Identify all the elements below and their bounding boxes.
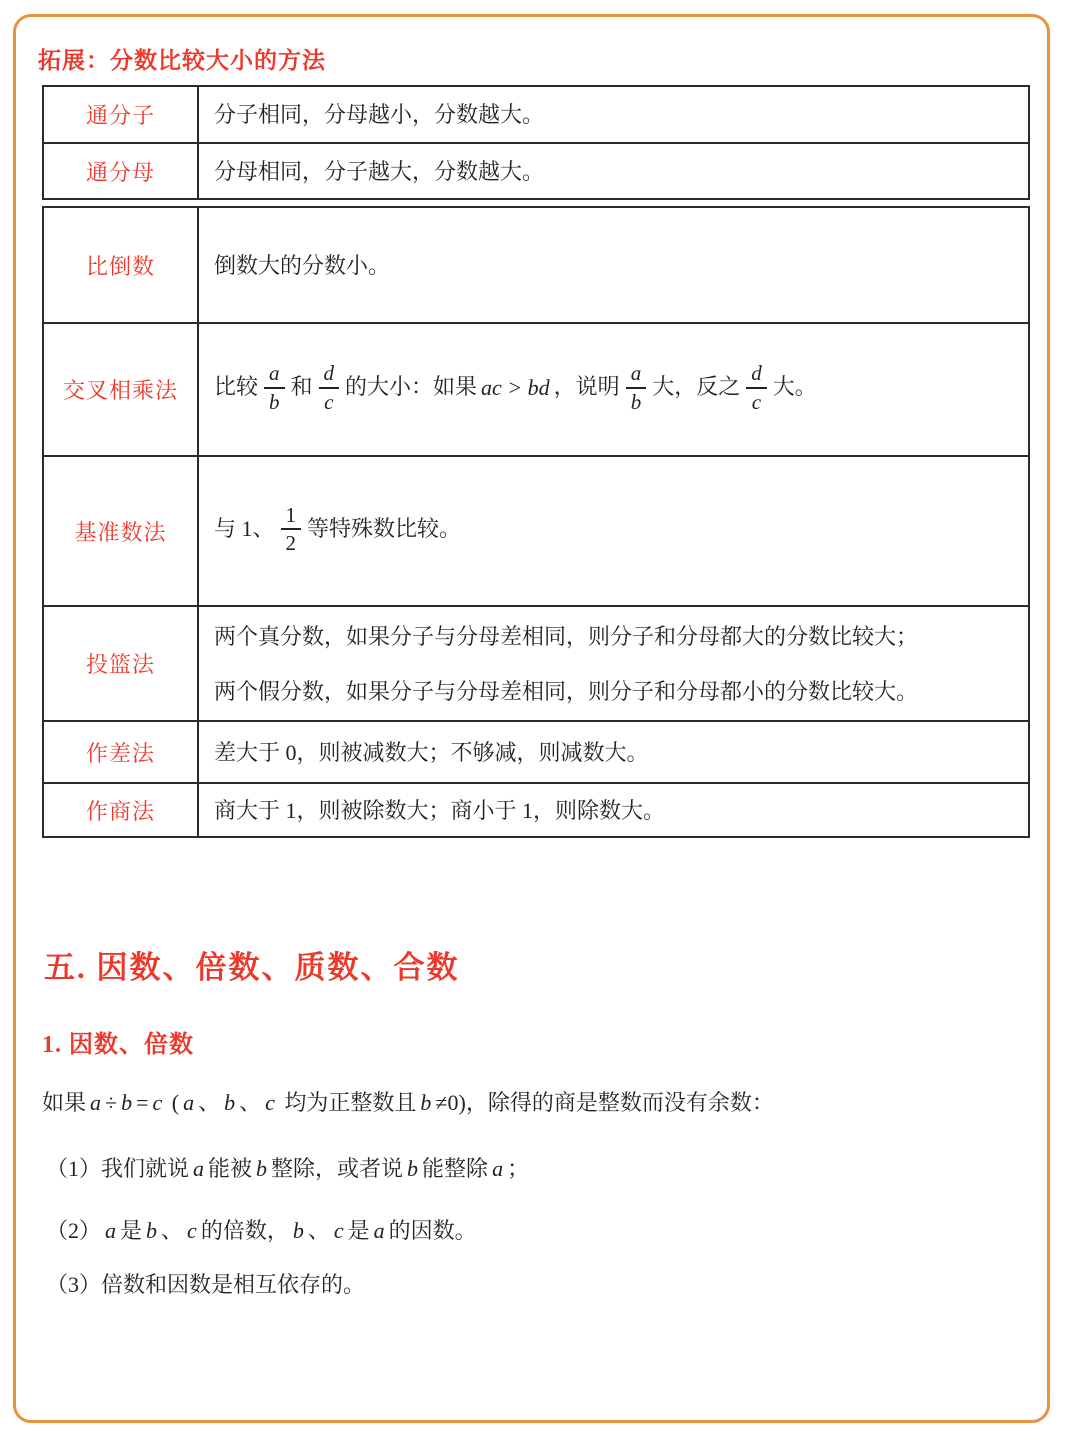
doc-title: 拓展：分数比较大小的方法 [38,48,326,73]
method-row [43,783,1029,837]
list-item-3: （3）倍数和因数是相互依存的。 [46,1272,366,1297]
fraction: $\frac{d}{c}$ [319,361,340,413]
method-desc-cell: 分子相同，分母越小，分数越大。 [198,86,1029,143]
fraction: $\frac{a}{b}$ [626,361,647,413]
method-desc-cell: 商大于 1，则被除数大；商小于 1，则除数大。 [198,783,1029,837]
method-name-cell: 交叉相乘法 [43,323,198,456]
list-item-2: （2） a 是 b 、 c 的倍数， b 、 c 是 a 的因数。 [46,1218,477,1243]
method-row [43,207,1029,323]
method-row [43,143,1029,199]
fraction-methods-table-part1 [42,85,1030,200]
intro-paragraph: 如果 a ÷ b = c ( a 、 b 、 c 均为正整数且 b ≠0)，除得的商是整数而没有余数： [42,1090,774,1115]
method-row [43,606,1029,721]
method-name-cell: 投篮法 [43,606,198,721]
method-name-cell: 基准数法 [43,456,198,606]
method-name-cell: 通分子 [43,86,198,143]
method-desc-cell: 与 1、 $\frac{1}{2}$ 等特殊数比较。 [198,456,1029,606]
fraction: $\frac{1}{2}$ [281,503,302,555]
section-heading: 五. 因数、倍数、质数、合数 [44,950,460,985]
method-name-cell: 通分母 [43,143,198,199]
section-subheading: 1. 因数、倍数 [42,1032,194,1058]
list-item-1: （1）我们就说 a 能被 b 整除，或者说 b 能整除 a ； [46,1156,530,1181]
method-row [43,86,1029,143]
method-row [43,323,1029,456]
method-desc-cell: 两个真分数，如果分子与分母差相同，则分子和分母都大的分数比较大； 两个假分数，如果分子与分母差相同，则分子和分母都小的分数比较大。 [198,606,1029,721]
method-name-cell: 比倒数 [43,207,198,323]
method-desc-cell: 比较 $\frac{a}{b}$ 和 $\frac{d}{c}$ 的大小：如果 ac > bd ，说明 $\frac{a}{b}$ 大，反之 $\frac{d}{c}$ 大。 [198,323,1029,456]
method-name-cell: 作差法 [43,721,198,783]
method-row [43,721,1029,783]
method-desc-cell: 倒数大的分数小。 [198,207,1029,323]
method-row [43,456,1029,606]
method-desc-cell: 分母相同，分子越大，分数越大。 [198,143,1029,199]
method-desc-cell: 差大于 0，则被减数大；不够减，则减数大。 [198,721,1029,783]
fraction-methods-table-part2 [42,206,1030,838]
fraction: $\frac{a}{b}$ [264,361,285,413]
fraction: $\frac{d}{c}$ [746,361,767,413]
method-name-cell: 作商法 [43,783,198,837]
